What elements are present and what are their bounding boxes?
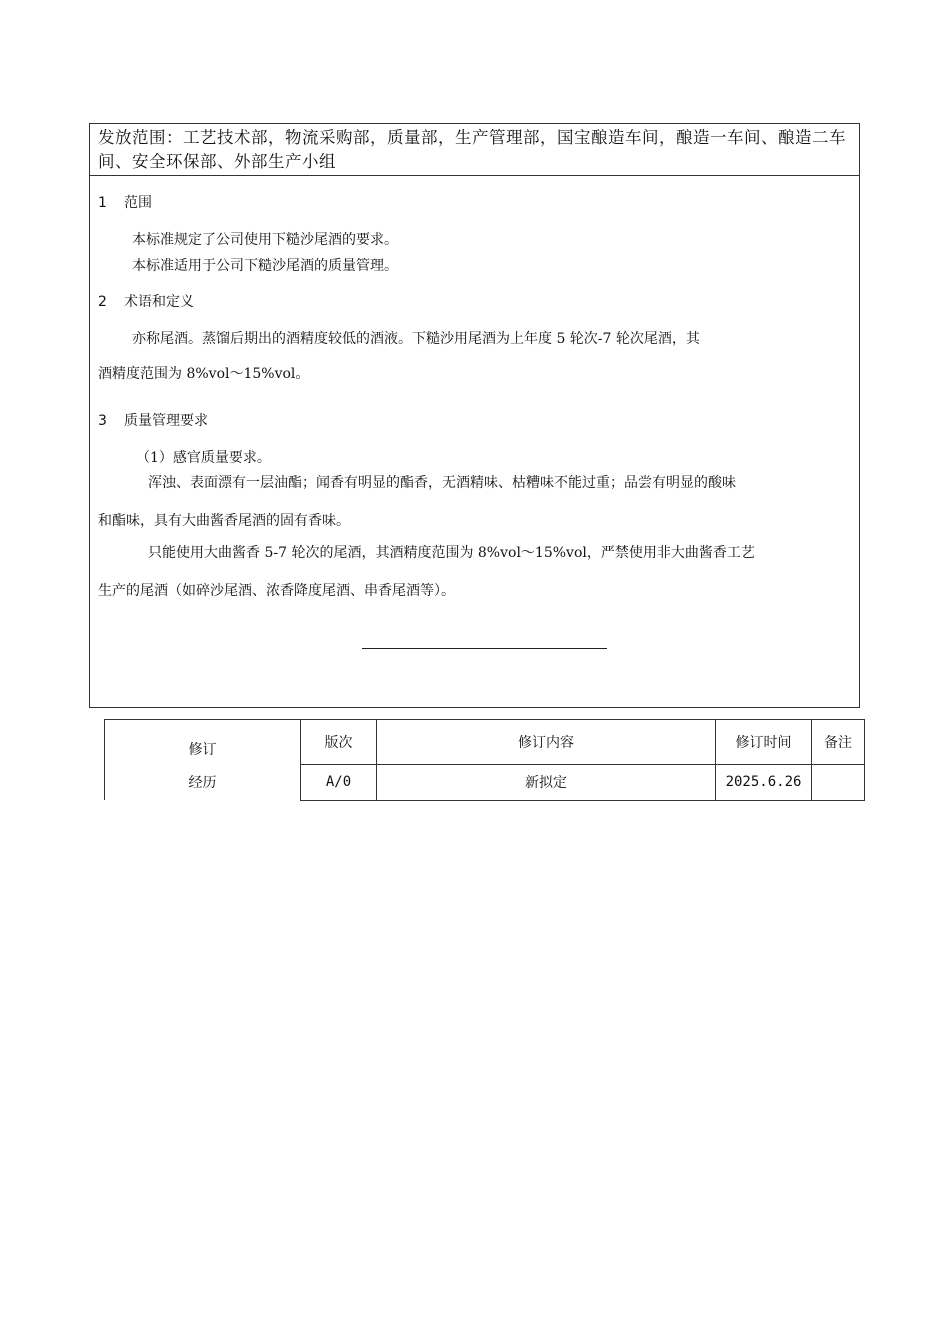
section-3-text: 只能使用大曲酱香 5-7 轮次的尾酒，其酒精度范围为 8%vol～15%vol，严禁使用非大曲酱香工艺: [148, 545, 755, 561]
section-1-paragraph: 本标准规定了公司使用下糙沙尾酒的要求。: [132, 232, 398, 248]
section-3-number: 3: [98, 413, 107, 429]
section-1-number: 1: [98, 195, 107, 211]
section-1-heading: [98, 192, 152, 212]
section-2-heading: [98, 291, 194, 311]
section-2-text: 酒精度范围为 8%vol～15%vol。: [98, 366, 310, 382]
section-3-title: 质量管理要求: [124, 413, 208, 429]
revision-label-line: 经历: [188, 775, 217, 791]
standard-content-box: [89, 123, 860, 708]
header-date: 修订时间: [716, 720, 812, 765]
revision-version: A/0: [301, 764, 377, 800]
header-version: 版次: [301, 720, 377, 765]
revision-header-row: [105, 720, 865, 765]
revision-note: [812, 764, 865, 800]
section-2-title: 术语和定义: [124, 294, 194, 310]
section-3-text: 生产的尾酒（如碎沙尾酒、浓香降度尾酒、串香尾酒等）。: [98, 583, 455, 599]
header-content: 修订内容: [377, 720, 716, 765]
revision-content: 新拟定: [377, 764, 716, 800]
section-1-paragraph: 本标准适用于公司下糙沙尾酒的质量管理。: [132, 258, 398, 274]
header-note: 备注: [812, 720, 865, 765]
section-3-text: 浑浊、表面漂有一层油酯；闻香有明显的酯香，无酒精味、枯糟味不能过重；品尝有明显的酸味: [148, 475, 736, 491]
section-2-text: 亦称尾酒。蒸馏后期出的酒精度较低的酒液。下糙沙用尾酒为上年度 5 轮次-7 轮次尾酒，其: [132, 331, 700, 347]
section-1-title: 范围: [124, 195, 152, 211]
revision-history-table: [104, 719, 865, 801]
end-divider-line: [362, 648, 607, 649]
section-3-text: 和酯味，具有大曲酱香尾酒的固有香味。: [98, 513, 350, 529]
revision-label-line: 修订: [188, 742, 217, 758]
section-3-subheading: （1）感官质量要求。: [136, 450, 271, 466]
revision-history-label: [105, 720, 301, 801]
distribution-scope: 发放范围：工艺技术部，物流采购部，质量部，生产管理部，国宝酿造车间，酿造一车间、酿造二车间、安全环保部、外部生产小组: [90, 124, 859, 176]
revision-date: 2025.6.26: [716, 764, 812, 800]
section-2-number: 2: [98, 294, 107, 310]
section-3-heading: [98, 410, 208, 430]
